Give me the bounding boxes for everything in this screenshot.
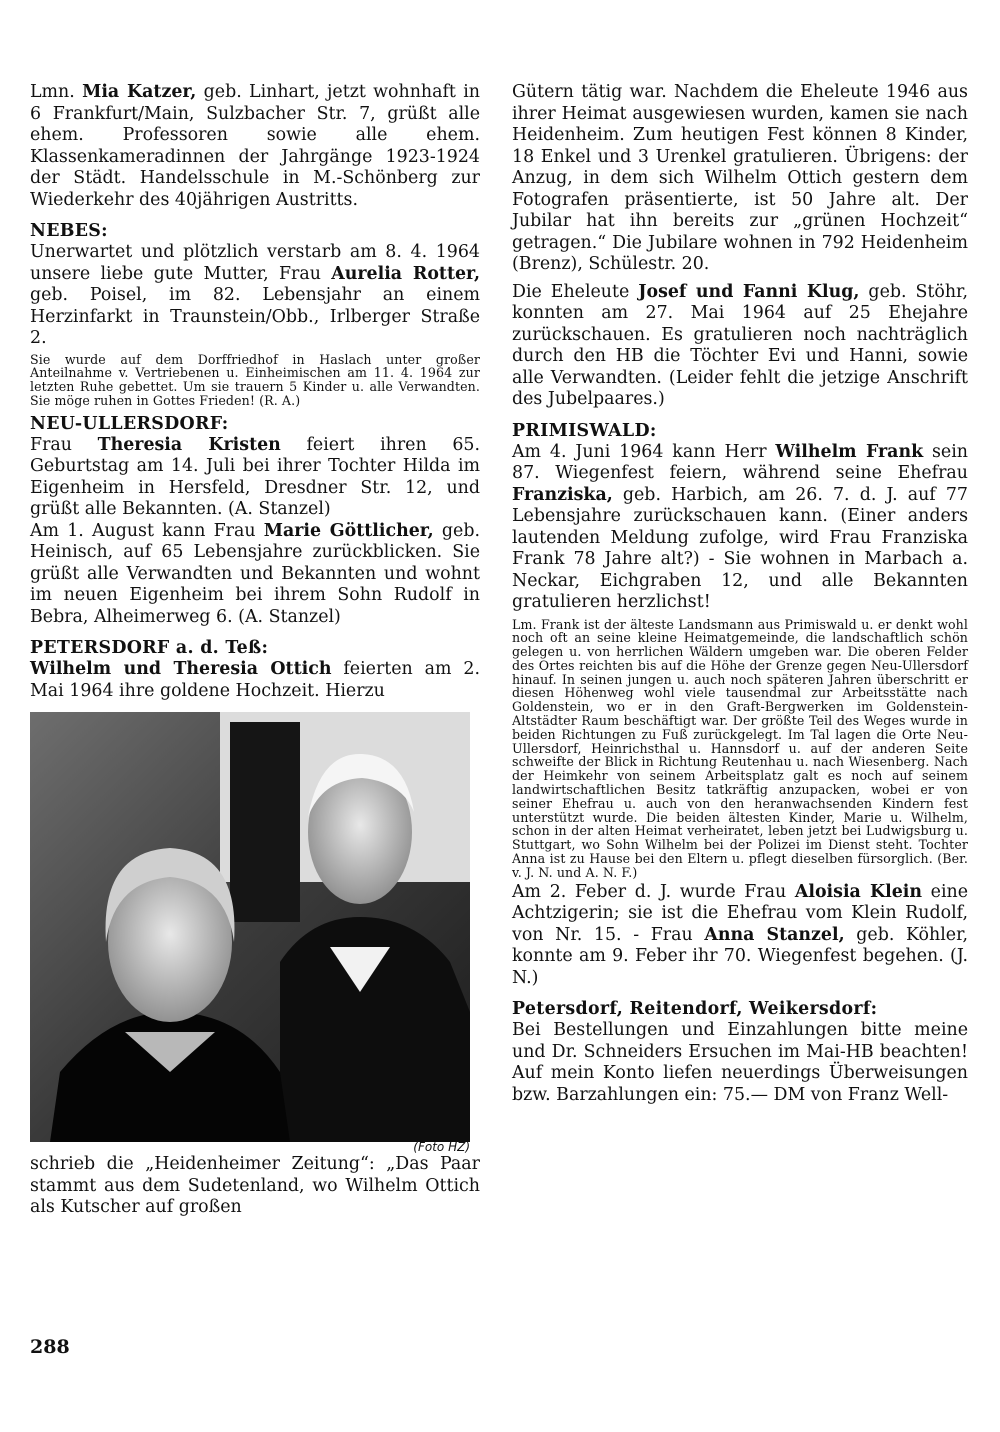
paragraph-katzer: Lmn. Mia Katzer, geb. Linhart, jetzt wohnhaft in 6 Frankfurt/Main, Sulzbacher Str. 7, grüßt alle ehem. Professoren sowie alle ehem. Klassenkameradinnen der Jahrgänge 1923-1924 der Städt. Handelsschule in M.-Schönberg zur Wiederkehr des 40jährigen Austritts. — [30, 82, 480, 210]
paragraph-frank-small: Lm. Frank ist der älteste Landsmann aus Primiswald u. er denkt wohl noch oft an seine kleine Heimatgemeinde, die landschaftlich schön gelegen u. von herrlichen Wäldern umgeben war. Die oberen Felder des Ortes reichten bis auf die Höhe der Grenze gegen Neu-Ullersdorf hinauf. In seinen jungen u. auch noch späteren Jahren überschritt er diesen Höhenweg wohl viele tausendmal zur Arbeitsstätte nach Goldenstein, wo er in den Graft-Bergwerken im Goldenstein-Altstädter Raum beschäftigt war. Der größte Teil des Weges wurde in beiden Richtungen zu Fuß zurückgelegt. Im Tal lagen die Orte Neu-Ullersdorf, Heinrichsthal u. Hannsdorf u. auf der anderen Seite schweifte der Blick in Richtung Reutenhau u. nach Wiesenberg. Nach der Heimkehr von seinem Arbeitsplatz galt es noch auf seinem landwirtschaftlichen Besitz tatkräftig anzupacken, wobei er von seiner Ehefrau u. auch von den heranwachsenden Kindern fest unterstützt wurde. Die beiden ältesten Kinder, Marie u. Wilhelm, schon in der alten Heimat verheiratet, leben jetzt bei Ludwigsburg u. Stuttgart, wo Sohn Wilhelm bei der Polizei im Dienst steht. Tochter Anna ist zu Hause bei den Eltern u. pflegt dieselben fürsorglich. (Ber. v. J. N. und A. N. F.) — [512, 616, 968, 880]
photo-image — [30, 712, 470, 1142]
paragraph-rotter: Unerwartet und plötzlich verstarb am 8. 4. 1964 unsere liebe gute Mutter, Frau Aurelia Rotter, geb. Poisel, im 82. Lebensjahr an einem Herzinfarkt in Traunstein/Obb., Irlberger Straße 2. — [30, 242, 480, 348]
paragraph-bestellungen: Bei Bestellungen und Einzahlungen bitte meine und Dr. Schneiders Ersuchen im Mai-HB beachten! Auf mein Konto liefen neuerdings Überweisungen bzw. Barzahlungen ein: 75.— DM von Franz Well- — [512, 1020, 968, 1105]
paragraph-frank: Am 4. Juni 1964 kann Herr Wilhelm Frank sein 87. Wiegenfest feiern, während seine Ehefrau Franziska, geb. Harbich, am 26. 7. d. J. auf 77 Lebensjahre zurückschauen kann. (Einer anders lautenden Meldung zufolge, wird Frau Franziska Frank 78 Jahre alt?) - Sie wohnen in Marbach a. Neckar, Eichgraben 12, und alle Bekannten gratulieren herzlichst! — [512, 441, 968, 612]
paragraph-klug: Die Eheleute Josef und Fanni Klug, geb. Stöhr, konnten am 27. Mai 1964 auf 25 Ehejahre zurückschauen. Es gratulieren noch nachträglich durch den HB die Töchter Evi und Hanni, sowie alle Verwandten. (Leider fehlt die jetzige Anschrift des Jubelpaares.) — [512, 281, 968, 409]
page-number: 288 — [30, 1336, 70, 1358]
left-column — [30, 82, 480, 1219]
paragraph-heidenheimer: schrieb die „Heidenheimer Zeitung“: „Das Paar stammt aus dem Sudetenland, wo Wilhelm Ottich als Kutscher auf großen — [30, 1154, 480, 1218]
paragraph-ottich-continued: Gütern tätig war. Nachdem die Eheleute 1946 aus ihrer Heimat ausgewiesen wurden, kamen sie nach Heidenheim. Zum heutigen Fest können 8 Kinder, 18 Enkel und 3 Urenkel gratulieren. Übrigens: der Anzug, in dem sich Wilhelm Ottich gestern dem Fotografen präsentierte, ist 50 Jahre alt. Der Jubilar hat ihn bereits zur „grünen Hochzeit“ getragen.“ Die Jubilare wohnen in 792 Heidenheim (Brenz), Schülestr. 20. — [512, 82, 968, 274]
heading-primiswald: PRIMISWALD: — [512, 420, 657, 441]
paragraph-rotter-small: Sie wurde auf dem Dorffriedhof in Haslach unter großer Anteilnahme v. Vertriebenen u. Einheimischen am 11. 4. 1964 zur letzten Ruhe gebettet. Um sie trauern 5 Kinder u. alle Verwandten. Sie möge ruhen in Gottes Frieden! (R. A.) — [30, 351, 480, 408]
right-column — [512, 82, 968, 1106]
paragraph-goettlicher: Am 1. August kann Frau Marie Göttlicher, geb. Heinisch, auf 65 Lebensjahre zurückblicken. Sie grüßt alle Verwandten und Bekannten und wohnt im neuen Eigenheim bei ihrem Sohn Rudolf in Bebra, Alheimerweg 6. (A. Stanzel) — [30, 520, 480, 627]
heading-nebes: NEBES: — [30, 221, 108, 241]
heading-neu-ullersdorf: NEU-ULLERSDORF: — [30, 413, 229, 434]
photo-caption: (Foto HZ) — [413, 1140, 470, 1155]
paragraph-ottich: Wilhelm und Theresia Ottich feierten am 2. Mai 1964 ihre goldene Hochzeit. Hierzu — [30, 659, 480, 701]
paragraph-klein: Am 2. Feber d. J. wurde Frau Aloisia Klein eine Achtzigerin; sie ist die Ehefrau vom Klein Rudolf, von Nr. 15. - Frau Anna Stanzel, geb. Köhler, konnte am 9. Feber ihr 70. Wiegenfest begehen. (J. N.) — [512, 881, 969, 988]
heading-petersdorf-reitendorf: Petersdorf, Reitendorf, Weikersdorf: — [512, 999, 878, 1020]
paragraph-kristen: Frau Theresia Kristen feiert ihren 65. Geburtstag am 14. Juli bei ihrer Tochter Hilda im Eigenheim in Hersfeld, Dresdner Str. 12, und grüßt alle Bekannten. (A. Stanzel) — [30, 434, 480, 520]
photo-ottich-couple — [30, 712, 480, 1155]
heading-petersdorf: PETERSDORF a. d. Teß: — [30, 638, 269, 659]
